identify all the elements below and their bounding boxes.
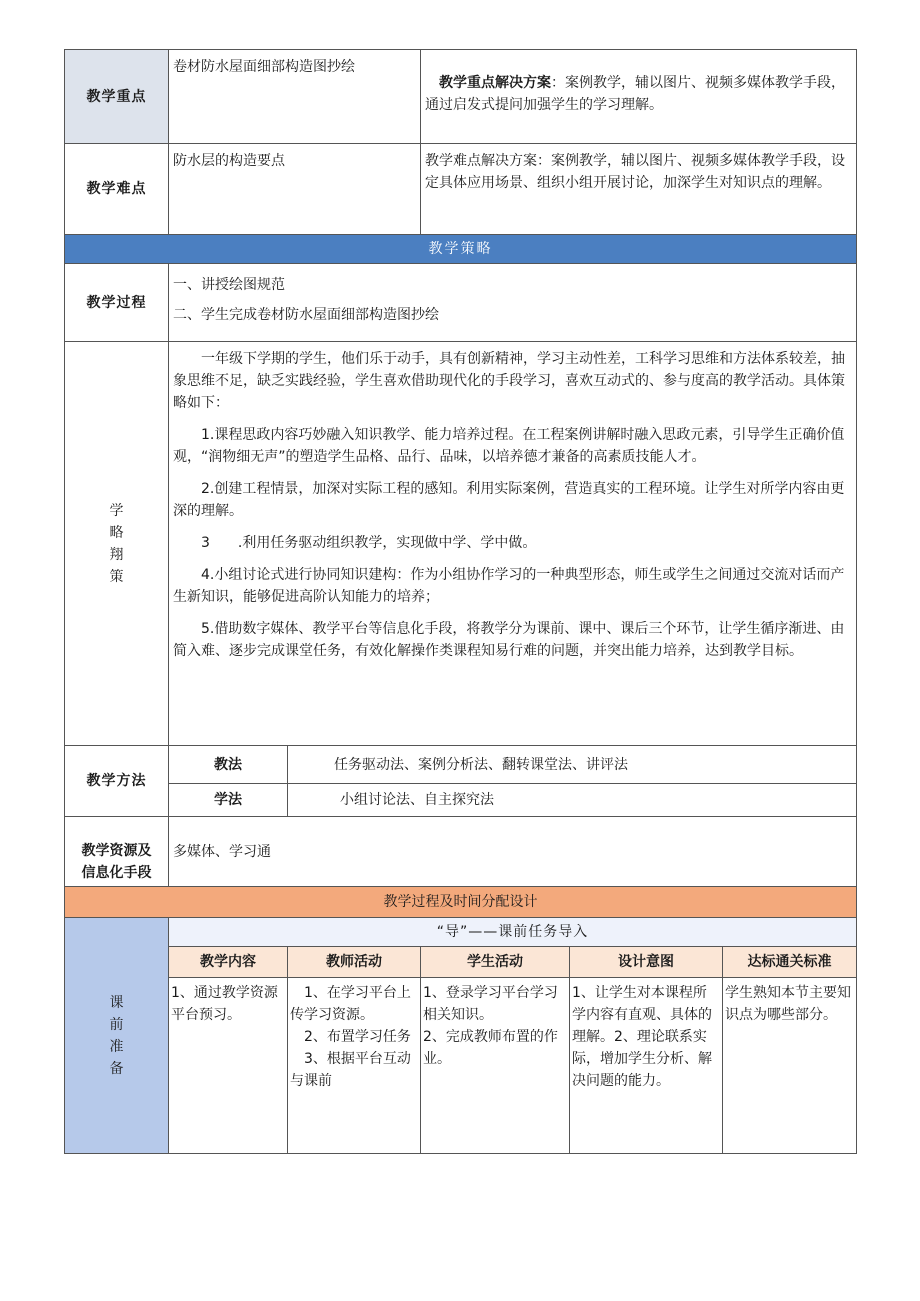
- learning-method-row: [65, 784, 857, 817]
- learning-strategy-label: [65, 342, 169, 746]
- pre-class-intent: 1、让学生对本课程所学内容有直观、具体的理解。2、理论联系实际，增加学生分析、解决问题的能力。: [570, 978, 723, 1154]
- learning-strategy-label-char: 翔: [109, 546, 124, 563]
- strategy-band: 教学策略: [65, 235, 857, 264]
- strategy-paragraph: 一年级下学期的学生，他们乐于动手，具有创新精神，学习主动性差，工科学习思维和方法体系较差，抽象思维不足，缺乏实践经验，学生喜欢借助现代化的手段学习，喜欢互动式的、参与度高的教学活动。具体策略如下：: [173, 351, 845, 411]
- key-points-solution-text: ：案例教学，辅以图片、视频多媒体教学手段，通过启发式提问加强学生的学习理解。: [425, 75, 845, 113]
- teach-method-label: 教法: [169, 746, 288, 784]
- lesson-plan-document: [64, 49, 856, 1154]
- difficult-points-row: [65, 144, 857, 235]
- key-points-label: 教学重点: [65, 50, 169, 144]
- teacher-activity-item: 3、根据平台互动与课前: [290, 1051, 411, 1089]
- strategy-paragraph: 4.小组讨论式进行协同知识建构：作为小组协作学习的一种典型形态，师生或学生之间通过交流对话而产生新知识，能够促进高阶认知能力的培养；: [173, 567, 845, 605]
- process-list: [169, 264, 857, 342]
- strategy-paragraph: 5.借助数字媒体、教学平台等信息化手段，将教学分为课前、课中、课后三个环节，让学生循序渐进、由简入难、逐步完成课堂任务，有效化解操作类课程知易行难的问题，并突出能力培养，达到教学目标。: [173, 621, 845, 659]
- pre-class-content: 1、通过教学资源平台预习。: [169, 978, 288, 1154]
- learning-strategy-label-char: 略: [109, 524, 124, 541]
- key-points-row: [65, 50, 857, 144]
- difficult-points-solution: 教学难点解决方案：案例教学，辅以图片、视频多媒体教学手段，设定具体应用场景、组织小组开展讨论，加深学生对知识点的理解。: [421, 144, 857, 235]
- resources-label: [65, 817, 169, 887]
- learn-method-label: 学法: [169, 784, 288, 817]
- difficult-points-label: 教学难点: [65, 144, 169, 235]
- teacher-activity-item: 1、在学习平台上传学习资源。: [290, 985, 411, 1023]
- resources-label-line: 教学资源及: [81, 843, 152, 859]
- pre-class-side-char: 备: [109, 1060, 124, 1077]
- pre-class-body-row: [65, 978, 857, 1154]
- time-band: 教学过程及时间分配设计: [65, 887, 857, 918]
- student-activity-item: 1、登录学习平台学习相关知识。: [423, 985, 558, 1023]
- difficult-points-content: 防水层的构造要点: [169, 144, 421, 235]
- learning-strategy-label-char: 策: [109, 568, 124, 585]
- resources-row: [65, 817, 857, 887]
- pre-class-standard: 学生熟知本节主要知识点为哪些部分。: [723, 978, 857, 1154]
- lesson-plan-table: [64, 49, 857, 1154]
- pre-class-header-row: [65, 947, 857, 978]
- teaching-method-row: [65, 746, 857, 784]
- col-header-intent: 设计意图: [570, 947, 723, 978]
- key-points-solution: [421, 50, 857, 144]
- process-item: 二、学生完成卷材防水屋面细部构造图抄绘: [173, 307, 439, 323]
- col-header-content: 教学内容: [169, 947, 288, 978]
- key-points-content: 卷材防水屋面细部构造图抄绘: [169, 50, 421, 144]
- strategy-paragraph: 2.创建工程情景，加深对实际工程的感知。利用实际案例，营造真实的工程环境。让学生对所学内容由更深的理解。: [173, 481, 845, 519]
- pre-class-teacher: [288, 978, 421, 1154]
- learning-strategy-label-char: 学: [109, 502, 124, 519]
- pre-class-title-row: [65, 918, 857, 947]
- time-band-row: [65, 887, 857, 918]
- teach-method-value: 任务驱动法、案例分析法、翻转课堂法、讲评法: [288, 746, 857, 784]
- pre-class-student: [421, 978, 570, 1154]
- student-activity-item: 2、完成教师布置的作业。: [423, 1029, 558, 1067]
- resources-label-line: 信息化手段: [81, 865, 152, 881]
- learning-strategy-body: [169, 342, 857, 746]
- pre-class-side-label: [65, 918, 169, 1154]
- process-label: 教学过程: [65, 264, 169, 342]
- learning-strategy-row: [65, 342, 857, 746]
- pre-class-side-char: 前: [109, 1016, 124, 1033]
- strategy-paragraph: 3 .利用任务驱动组织教学，实现做中学、学中做。: [201, 535, 537, 551]
- process-row: [65, 264, 857, 342]
- col-header-student: 学生活动: [421, 947, 570, 978]
- col-header-standard: 达标通关标准: [723, 947, 857, 978]
- methods-label: 教学方法: [65, 746, 169, 817]
- col-header-teacher: 教师活动: [288, 947, 421, 978]
- key-points-solution-label: 教学重点解决方案: [439, 75, 551, 91]
- process-item: 一、讲授绘图规范: [173, 277, 285, 293]
- teacher-activity-item: 2、布置学习任务: [304, 1029, 411, 1045]
- pre-class-stage-title: “导”——课前任务导入: [169, 918, 857, 947]
- strategy-paragraph: 1.课程思政内容巧妙融入知识教学、能力培养过程。在工程案例讲解时融入思政元素，引导学生正确价值观，“润物细无声”的塑造学生品格、品行、品味，以培养德才兼备的高素质技能人才。: [173, 427, 845, 465]
- resources-value: 多媒体、学习通: [169, 817, 857, 887]
- learn-method-value: 小组讨论法、自主探究法: [288, 784, 857, 817]
- pre-class-side-char: 课: [109, 994, 124, 1011]
- pre-class-side-char: 准: [109, 1038, 124, 1055]
- strategy-band-row: [65, 235, 857, 264]
